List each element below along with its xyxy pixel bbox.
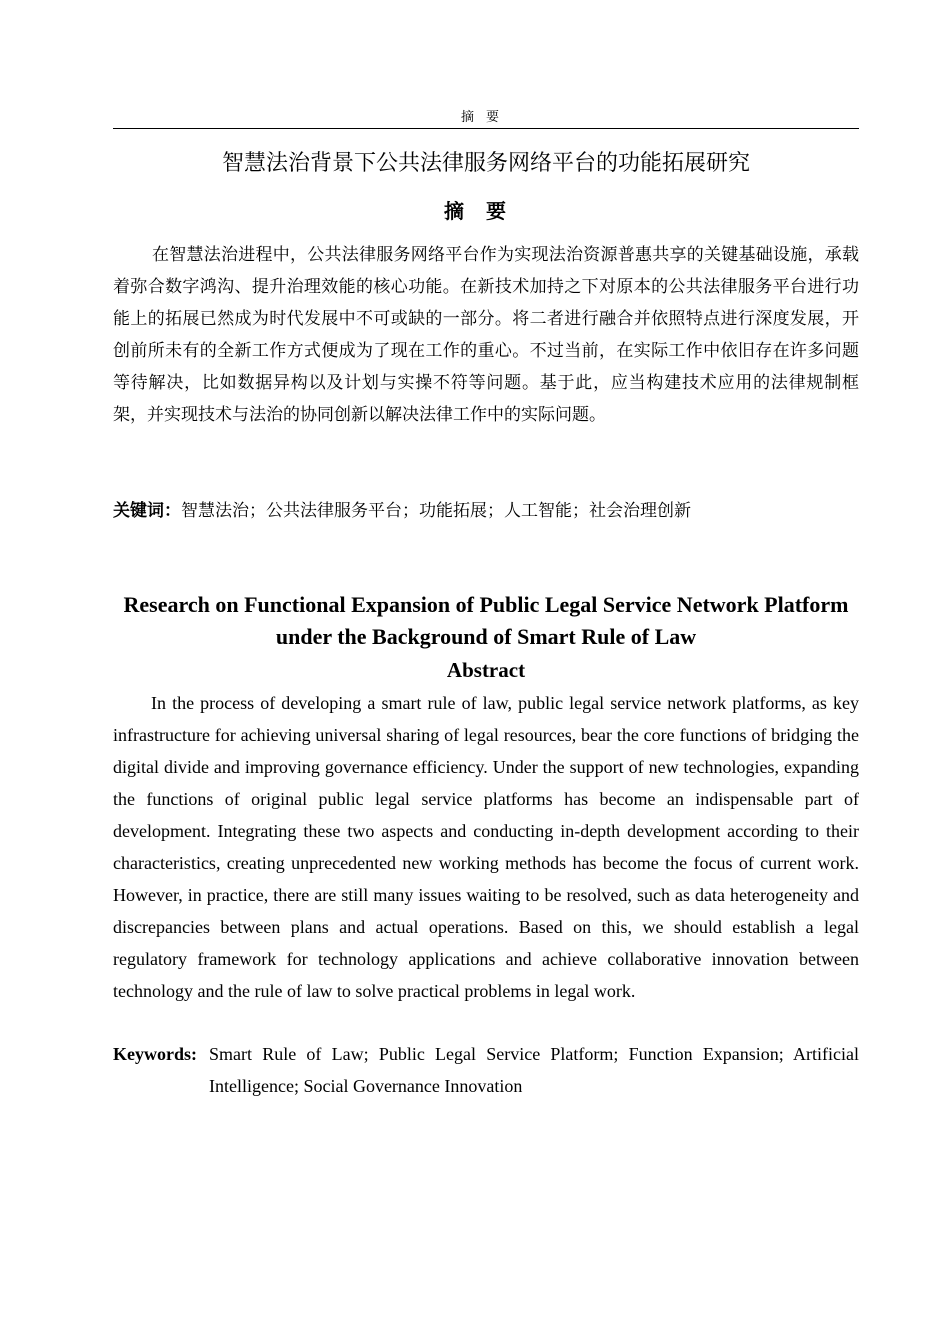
- english-keywords-label: Keywords:: [113, 1044, 197, 1064]
- chinese-keywords-value: 智慧法治；公共法律服务平台；功能拓展；人工智能；社会治理创新: [181, 501, 691, 521]
- chinese-keywords: [113, 496, 859, 526]
- chinese-title: 智慧法治背景下公共法律服务网络平台的功能拓展研究: [221, 151, 750, 176]
- english-abstract-body: In the process of developing a smart rule of law, public legal service network platforms, as key infrastructure for achieving universal sharing of legal resources, bear the core functions of bridging the digital divide and improving governance efficiency. Under the support of new technologies, expanding the functions of original public legal service platforms has become an indispensable part of development. Integrating these two aspects and conducting in-depth development according to their characteristics, creating unprecedented new working methods has become the focus of current work. However, in practice, there are still many issues waiting to be resolved, such as data heterogeneity and discrepancies between plans and actual operations. Based on this, we should establish a legal regulatory framework for technology applications and achieve collaborative innovation between technology and the rule of law to solve practical problems in legal work.: [113, 693, 859, 1001]
- chinese-abstract-heading: 摘要: [444, 199, 528, 223]
- header-rule: [113, 128, 859, 129]
- english-title: Research on Functional Expansion of Public Legal Service Network Platform under the Background of Smart Rule of Law: [123, 592, 849, 649]
- english-keywords: [113, 1038, 859, 1102]
- chinese-abstract-body: 在智慧法治进程中，公共法律服务网络平台作为实现法治资源普惠共享的关键基础设施，承载着弥合数字鸿沟、提升治理效能的核心功能。在新技术加持之下对原本的公共法律服务平台进行功能上的拓展已然成为时代发展中不可或缺的一部分。将二者进行融合并依照特点进行深度发展，开创前所未有的全新工作方式便成为了现在工作的重心。不过当前，在实际工作中依旧存在许多问题等待解决，比如数据异构以及计划与实操不符等问题。基于此，应当构建技术应用的法律规制框架，并实现技术与法治的协同创新以解决法律工作中的实际问题。: [113, 245, 859, 425]
- chinese-keywords-label: 关键词：: [113, 501, 181, 521]
- english-keywords-value: Smart Rule of Law; Public Legal Service Platform; Function Expansion; Artificial Intelligence; Social Governance Innovation: [209, 1044, 859, 1096]
- running-header: 摘要: [460, 110, 511, 125]
- english-abstract-heading: Abstract: [446, 658, 526, 682]
